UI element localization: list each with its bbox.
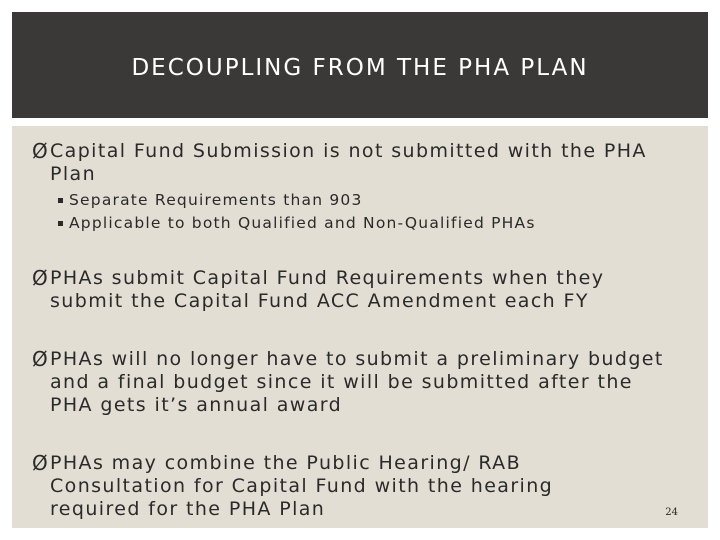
bullet-text: Capital Fund Submission is not submitted with the PHA Plan — [50, 140, 647, 185]
bullet-item — [32, 348, 672, 417]
square-bullet-icon — [58, 198, 63, 203]
title-bar — [12, 12, 708, 118]
bullet-item — [32, 140, 672, 235]
square-bullet-icon — [58, 221, 63, 226]
sub-item-text: Applicable to both Qualified and Non-Qualified PHAs — [69, 214, 536, 232]
bullet-text: PHAs will no longer have to submit a preliminary budget and a final budget since it will be submitted after the PHA gets it’s annual award — [50, 348, 664, 416]
bullet-text: PHAs submit Capital Fund Requirements when they submit the Capital Fund ACC Amendment each FY — [50, 267, 605, 312]
sub-list-item — [58, 189, 672, 212]
arrow-bullet-icon: Ø — [32, 139, 50, 163]
sub-list-item — [58, 212, 672, 235]
bullet-text: PHAs may combine the Public Hearing/ RAB Consultation for Capital Fund with the hearing required for the PHA Plan — [50, 452, 554, 520]
slide-title: DECOUPLING FROM THE PHA PLAN — [131, 55, 589, 81]
bullet-item — [32, 267, 672, 313]
arrow-bullet-icon: Ø — [32, 451, 50, 475]
page-number: 24 — [665, 507, 678, 518]
arrow-bullet-icon: Ø — [32, 266, 50, 290]
sub-list — [58, 189, 672, 235]
bullet-item — [32, 452, 672, 521]
content-panel — [12, 126, 708, 528]
sub-item-text: Separate Requirements than 903 — [69, 191, 363, 209]
arrow-bullet-icon: Ø — [32, 347, 50, 371]
